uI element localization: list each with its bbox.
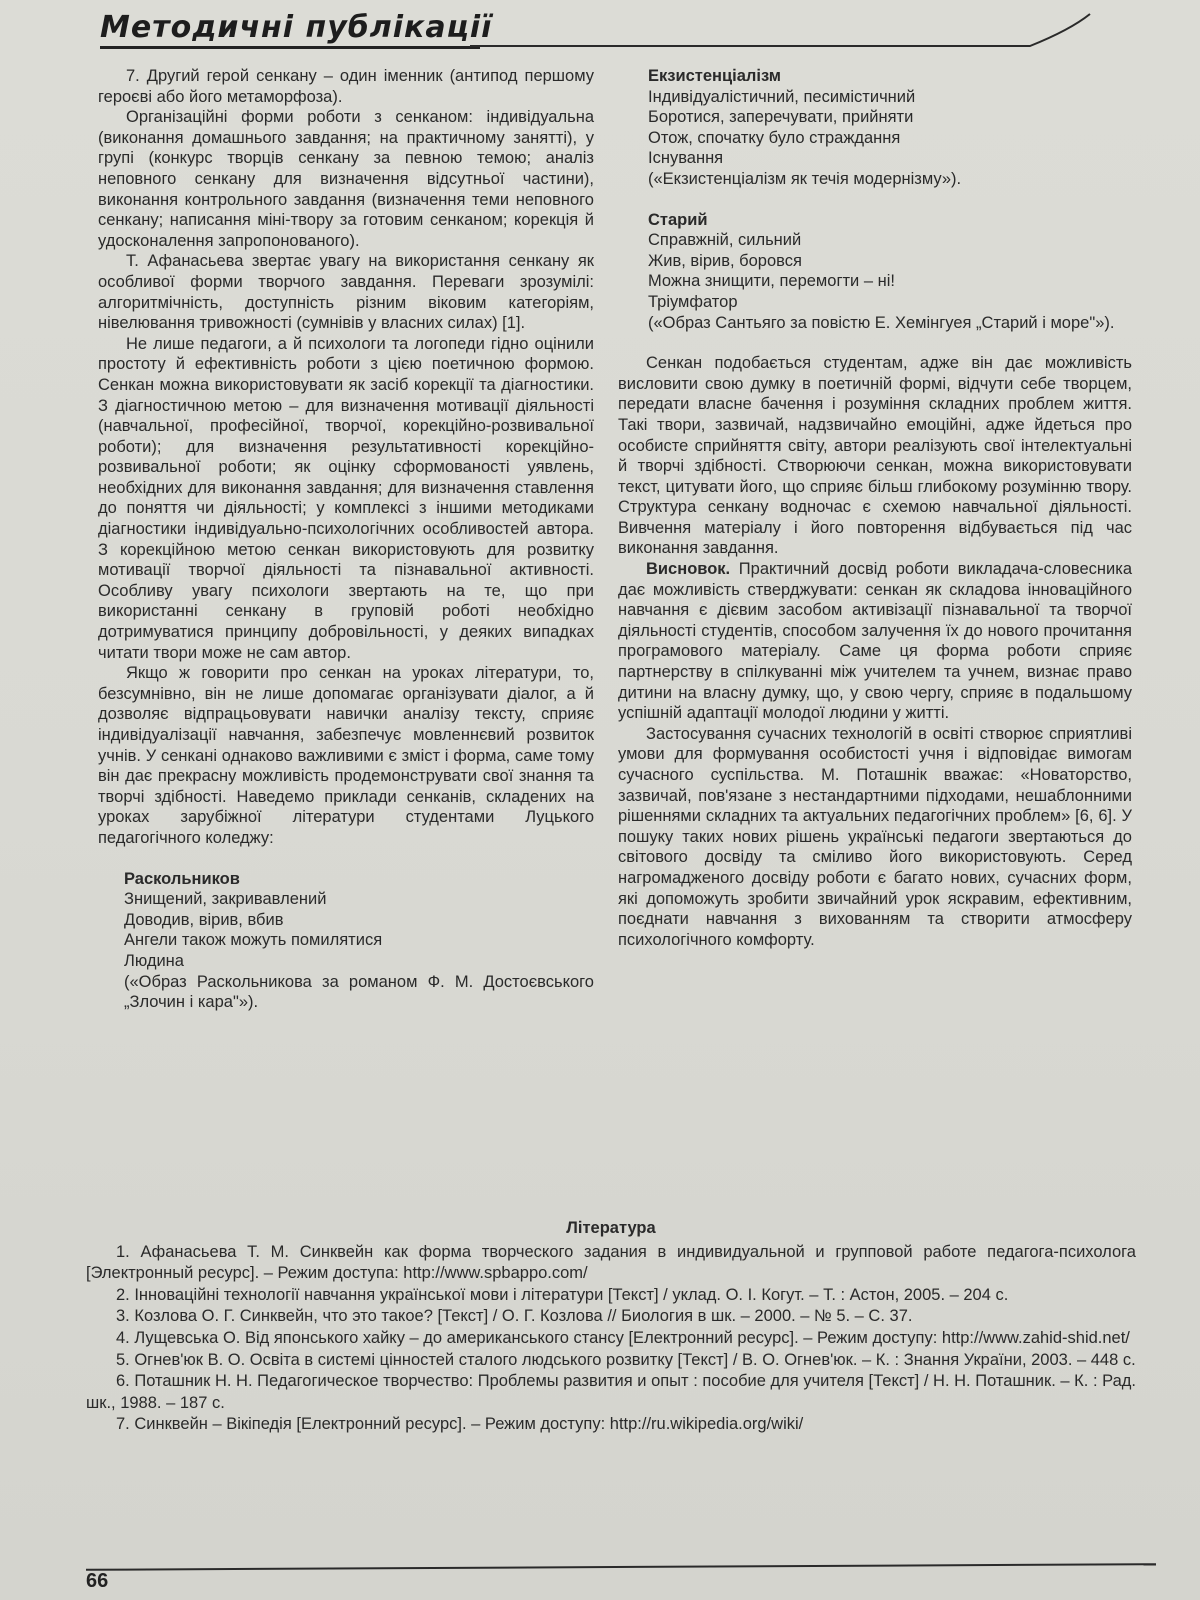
- right-column: [618, 66, 1132, 950]
- reference-item: 3. Козлова О. Г. Синквейн, что это такое? [Текст] / О. Г. Козлова // Биология в шк. – 2000. – № 5. – С. 37.: [116, 1307, 913, 1326]
- poem-line: Справжній, сильний: [648, 231, 802, 250]
- poem-line: Доводив, вірив, вбив: [124, 910, 284, 929]
- paragraph: 7. Другий герой сенкану – один іменник (антипод першому героєві або його метаморфоза).: [98, 67, 594, 106]
- references-title: Література: [566, 1219, 656, 1237]
- conclusion-text: Практичний досвід роботи викладача-словесника дає можливість стверджувати: сенкан як складова інноваційного навчання є дієвим засобом активізації пізнавальної та творчої діяльності студентів, способом залучення їх до нового прочитання програмового матеріалу. Саме ця форма роботи сприяє партнерству в спілкуванні між учителем та учнем, визнає право дитини на власну думку, що, у свою чергу, сприяє в подальшому успішній адаптації молодої людини у житті.: [618, 560, 1132, 723]
- reference-item: 6. Поташник Н. Н. Педагогическое творчество: Проблемы развития и опыт : пособие для учителя [Текст] / Н. Н. Поташник. – К. : Рад. шк., 1988. – 187 с.: [86, 1372, 1136, 1412]
- poem-raskolnikov: [124, 869, 594, 1013]
- poem-old-man: [648, 210, 1132, 334]
- header-rule: [470, 10, 1110, 50]
- poem-title: Раскольников: [124, 869, 240, 888]
- paragraph: Застосування сучасних технологій в освіті створює сприятливі умови для формування особистості учня і відповідає вимогам сучасного суспільства. М. Поташнік вважає: «Новаторство, зазвичай, пов'язане з нестандартними підходами, нешаблонними рішеннями складних та актуальних педагогічних проблем» [6, 6]. У пошуку таких нових рішень українські педагоги звертаються до світового досвіду та сміливо його використовують. Серед нагромадженого досвіду роботи є багато нових, сучасних форм, які допоможуть зробити звичайний урок яскравим, ефективним, поєднати навчання з вихованням та створити атмосферу психологічного комфорту.: [618, 724, 1132, 949]
- left-column: [98, 66, 594, 1013]
- reference-item: 2. Інноваційні технології навчання української мови і літератури [Текст] / уклад. О. І. Когут. – Т. : Астон, 2005. – 204 с.: [116, 1285, 1009, 1304]
- spacer: [618, 333, 1132, 353]
- spacer: [98, 849, 594, 869]
- footer-rule: [86, 1563, 1156, 1571]
- poem-line: Індивідуалістичний, песимістичний: [648, 87, 916, 106]
- spacer: [618, 190, 1132, 210]
- poem-line: Можна знищити, перемогти – ні!: [648, 272, 895, 291]
- poem-line: Людина: [124, 951, 184, 970]
- reference-item: 1. Афанасьева Т. М. Синквейн как форма творческого задания в индивидуальной и групповой работе педагога-психолога [Электронный ресурс]. – Режим доступа: http://www.spbappo.com/: [86, 1242, 1136, 1283]
- paragraph: Т. Афанасьева звертає увагу на використання сенкану як особливої форми творчого завдання. Переваги зрозумілі: алгоритмічність, доступність різним віковим категоріям, нівелювання тривожності (сумнівів у власних силах) [1].: [98, 252, 594, 333]
- poem-caption: («Образ Раскольникова за романом Ф. М. Достоєвського „Злочин і кара"»).: [124, 972, 594, 1012]
- conclusion-label: Висновок.: [646, 560, 731, 579]
- poem-line: Знищений, закривавлений: [124, 890, 327, 909]
- poem-line: Ангели також можуть помилятися: [124, 931, 383, 950]
- reference-item: 7. Синквейн – Вікіпедія [Електронний ресурс]. – Режим доступу: http://ru.wikipedia.org/wiki/: [116, 1415, 804, 1434]
- reference-item: 5. Огнев'юк В. О. Освіта в системі цінностей сталого людського розвитку [Текст] / В. О. Огнев'юк. – К. : Знання України, 2003. – 448 с.: [116, 1350, 1136, 1369]
- poem-line: Отож, спочатку було страждання: [648, 128, 901, 147]
- conclusion-paragraph: [618, 559, 1132, 724]
- reference-item: 4. Лущевська О. Від японського хайку – до американського стансу [Електронний ресурс]. – Режим доступу: http://www.zahid-shid.net/: [116, 1328, 1130, 1347]
- paragraph: Організаційні форми роботи з сенканом: індивідуальна (виконання домашнього завдання; на практичному занятті), у групі (конкурс творців сенкану за певною темою; аналіз неповного сенкану для визначення відсутньої частини), виконання контрольного завдання (визначення теми неповного сенкану; написання міні-твору за готовим сенканом; корекція й удосконалення запропонованого).: [98, 108, 594, 250]
- poem-line: Тріумфатор: [648, 292, 738, 311]
- poem-title: Екзистенціалізм: [648, 67, 781, 85]
- poem-title: Старий: [648, 210, 708, 229]
- poem-line: Існування: [648, 149, 724, 168]
- page-number: 66: [86, 1570, 109, 1592]
- section-title: Методичні публікації: [100, 10, 493, 45]
- poem-line: Жив, вірив, боровся: [648, 251, 802, 270]
- paragraph: Не лише педагоги, а й психологи та логопеди гідно оцінили простоту й ефективність роботи з цією поетичною формою. Сенкан можна використовувати як засіб корекції та діагностики. З діагностичною метою – для визначення мотивації діяльності (навчальної, професійної, творчої, корекційно-розвивальної роботи); для визначення результативності корекційно-розвивальної роботи; як оцінку сформованості уявлень, необхідних для виконання завдання; для визначення ставлення до поняття чи діяльності; у комплексі з іншими методиками діагностики індивідуально-психологічних особливостей автора. З корекційною метою сенкан використовують для розвитку мотивації творчої діяльності та пізнавальної активності. Особливу увагу психологи звертають на те, що при використанні сенкану в груповій роботі необхідно дотримуватися принципу добровільності, у деяких випадках читати твори може не сам автор.: [98, 334, 594, 662]
- poem-line: Боротися, заперечувати, прийняти: [648, 108, 914, 127]
- references: [86, 1218, 1136, 1436]
- poem-caption: («Образ Сантьяго за повістю Е. Хемінгуея „Старий і море"»).: [648, 313, 1115, 332]
- paragraph: Сенкан подобається студентам, адже він дає можливість висловити свою думку в поетичній формі, відчути себе творцем, передати власне бачення і розуміння складних проблем життя. Такі твори, зазвичай, надзвичайно емоційні, адже йдеться про особисте сприйняття світу, автори реалізують свої інтелектуальні й творчі здібності. Створюючи сенкан, можна використовувати текст, цитувати його, що сприяє більш глибокому розумінню твору. Структура сенкану водночас є схемою навчальної діяльності. Вивчення матеріалу і його повторення відбувається під час виконання завдання.: [618, 354, 1132, 558]
- poem-caption: («Екзистенціалізм як течія модернізму»).: [648, 169, 962, 188]
- poem-existentialism: [648, 66, 1132, 190]
- header-underline: [100, 46, 480, 49]
- paragraph: Якщо ж говорити про сенкан на уроках літератури, то, безсумнівно, він не лише допомагає організувати діалог, а й дозволяє відпрацьовувати навички аналізу тексту, сприяє індивідуалізації навчання, забезпечує мовленнєвий розвиток учнів. У сенкані однаково важливими є зміст і форма, саме тому він дає прекрасну можливість продемонструвати свої знання та творчі здібності. Наведемо приклади сенканів, складених на уроках зарубіжної літератури студентами Луцького педагогічного коледжу:: [98, 664, 594, 847]
